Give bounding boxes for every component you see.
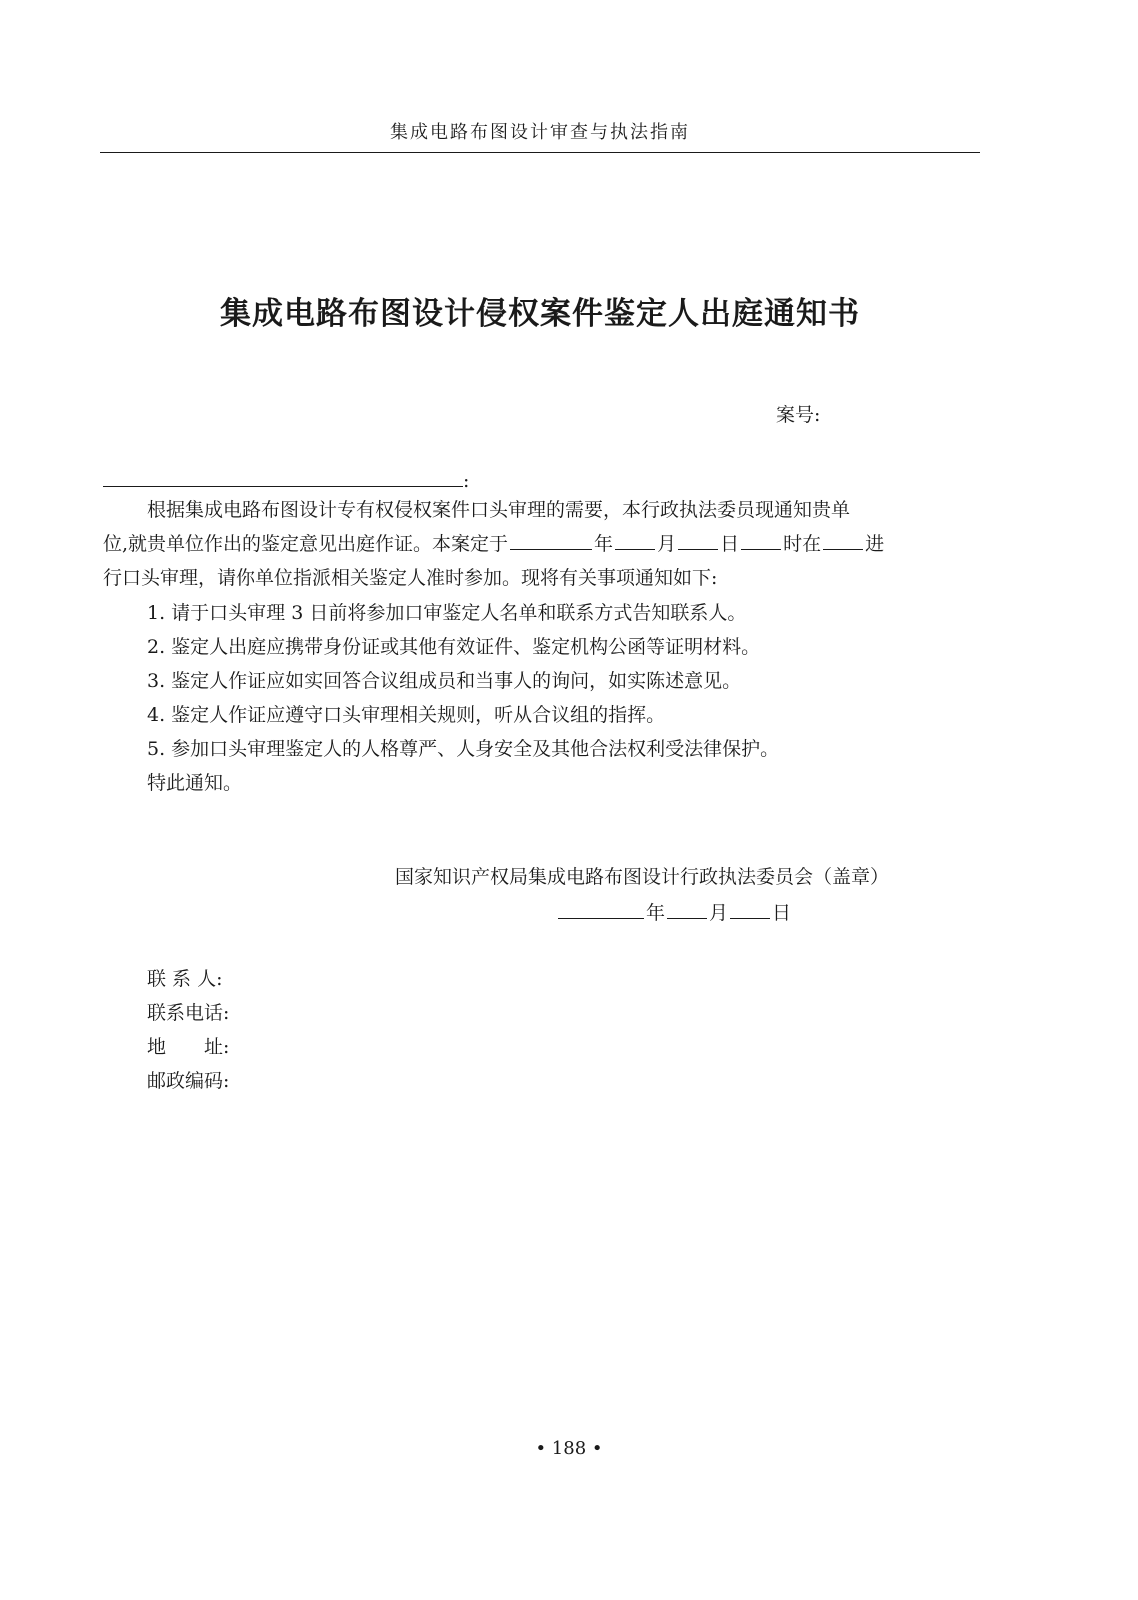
notice-item: 3. 鉴定人作证应如实回答合议组成员和当事人的询问，如实陈述意见。 [147, 670, 742, 692]
notice-item: 4. 鉴定人作证应遵守口头审理相关规则，听从合议组的指挥。 [147, 704, 666, 726]
paragraph-line-3: 行口头审理，请你单位指派相关鉴定人准时参加。现将有关事项通知如下: [103, 567, 718, 589]
date-year-label: 年 [594, 533, 614, 555]
notice-item: 2. 鉴定人出庭应携带身份证或其他有效证件、鉴定机构公函等证明材料。 [147, 636, 761, 658]
closing-text: 特此通知。 [147, 772, 243, 794]
signature-year-blank [558, 899, 644, 919]
notice-item: 1. 请于口头审理 3 日前将参加口审鉴定人名单和联系方式告知联系人。 [147, 602, 747, 624]
time-at-label: 时在 [783, 533, 822, 555]
addressee-colon: : [463, 470, 470, 492]
header-rule [100, 152, 980, 153]
date-day-blank [678, 530, 718, 550]
signature-date [556, 898, 791, 925]
notice-items [147, 596, 779, 800]
date-month-blank [615, 530, 655, 550]
contact-address-label: 地 址: [147, 1036, 230, 1058]
signature-day-blank [730, 899, 770, 919]
notice-paragraph [103, 493, 981, 595]
document-title: 集成电路布图设计侵权案件鉴定人出庭通知书 [220, 296, 860, 332]
location-blank [823, 530, 863, 550]
signature-month-label: 月 [709, 902, 729, 924]
case-number-label: 案号: [776, 404, 821, 426]
paragraph-line-2-text: 位,就贵单位作出的鉴定意见出庭作证。本案定于 [103, 533, 509, 555]
page-number: • 188 • [535, 1438, 603, 1459]
contact-postcode-label: 邮政编码: [147, 1070, 230, 1092]
time-blank [741, 530, 781, 550]
contact-phone-label: 联系电话: [147, 1002, 230, 1024]
notice-item: 5. 参加口头审理鉴定人的人格尊严、人身安全及其他合法权利受法律保护。 [147, 738, 780, 760]
addressee-blank [103, 466, 463, 487]
date-year-blank [510, 530, 592, 550]
date-month-label: 月 [657, 533, 677, 555]
signature-day-label: 日 [772, 902, 792, 924]
contact-person-label: 联 系 人: [147, 968, 223, 990]
paragraph-line-1: 根据集成电路布图设计专有权侵权案件口头审理的需要，本行政执法委员现通知贵单 [147, 499, 851, 521]
addressee-line [103, 466, 469, 492]
paragraph-line-2 [103, 527, 981, 561]
signature-year-label: 年 [646, 902, 666, 924]
proceed-text: 进 [865, 533, 885, 555]
date-day-label: 日 [720, 533, 740, 555]
issuer-signature: 国家知识产权局集成电路布图设计行政执法委员会（盖章） [395, 866, 890, 888]
running-header: 集成电路布图设计审查与执法指南 [390, 122, 690, 143]
signature-month-blank [667, 899, 707, 919]
